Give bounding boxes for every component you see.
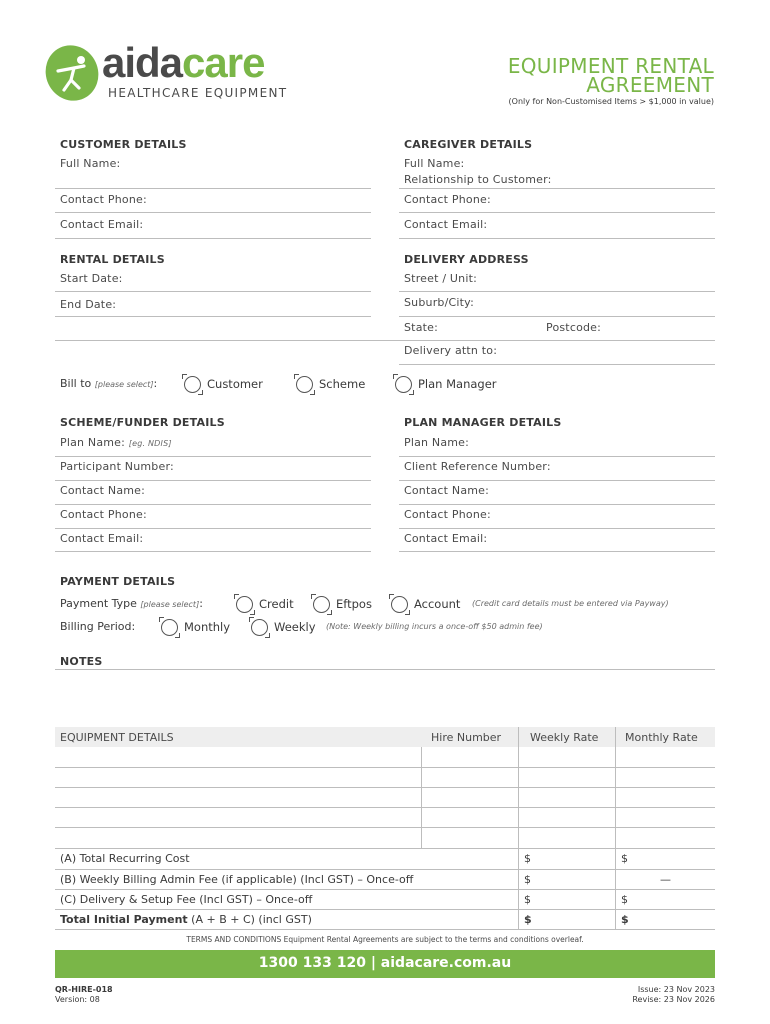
payment-type-label xyxy=(60,597,203,610)
bill-to-colon: : xyxy=(153,377,158,390)
total-monthly[interactable]: $ xyxy=(621,913,629,926)
billing-weekly-radio[interactable] xyxy=(251,619,268,636)
bill-to-plan-manager-label: Plan Manager xyxy=(418,377,497,391)
delivery-street-field[interactable]: Street / Unit: xyxy=(404,272,478,285)
brand-name-care: care xyxy=(182,39,265,86)
scheme-contact-phone-field[interactable]: Contact Phone: xyxy=(60,508,147,521)
scheme-plan-name-field[interactable] xyxy=(60,436,172,449)
caregiver-relationship-field[interactable]: Relationship to Customer: xyxy=(404,173,552,186)
brand-logo xyxy=(44,39,314,104)
cost-b-monthly: — xyxy=(660,873,671,886)
payment-credit-radio[interactable] xyxy=(236,596,253,613)
payment-account-radio[interactable] xyxy=(391,596,408,613)
brand-tagline: HEALTHCARE EQUIPMENT xyxy=(108,86,288,100)
customer-full-name-field[interactable]: Full Name: xyxy=(60,157,121,170)
payment-credit-label: Credit xyxy=(259,597,294,611)
delivery-state-field[interactable]: State: xyxy=(404,321,439,334)
billing-weekly-label: Weekly xyxy=(274,620,316,634)
scheme-contact-name-field[interactable]: Contact Name: xyxy=(60,484,146,497)
terms-text: TERMS AND CONDITIONS Equipment Rental Agreements are subject to the terms and conditions overleaf. xyxy=(186,935,584,944)
customer-contact-email-field[interactable]: Contact Email: xyxy=(60,218,144,231)
bill-to-hint: [please select] xyxy=(94,380,154,389)
weekly-rate-header: Weekly Rate xyxy=(530,731,599,744)
billing-monthly-label: Monthly xyxy=(184,620,231,634)
footer-contact-text: 1300 133 120 | aidacare.com.au xyxy=(258,955,512,971)
payment-eftpos-radio[interactable] xyxy=(313,596,330,613)
cost-c-monthly[interactable]: $ xyxy=(621,893,628,906)
document-code: QR-HIRE-018 xyxy=(55,985,113,994)
delivery-heading: DELIVERY ADDRESS xyxy=(404,253,529,266)
payment-type-hint: [please select] xyxy=(140,600,200,609)
equipment-row[interactable] xyxy=(55,828,715,847)
cost-a-monthly[interactable]: $ xyxy=(621,852,628,865)
cost-b-label: (B) Weekly Billing Admin Fee (if applicable) (Incl GST) – Once-off xyxy=(60,873,414,886)
bill-to-customer-label: Customer xyxy=(207,377,263,391)
customer-heading: CUSTOMER DETAILS xyxy=(60,138,187,151)
delivery-postcode-field[interactable]: Postcode: xyxy=(546,321,602,334)
delivery-suburb-field[interactable]: Suburb/City: xyxy=(404,296,474,309)
monthly-rate-header: Monthly Rate xyxy=(625,731,698,744)
equipment-row[interactable] xyxy=(55,748,715,767)
payment-heading: PAYMENT DETAILS xyxy=(60,575,176,588)
cost-b-weekly[interactable]: $ xyxy=(524,873,531,886)
bill-to-plan-manager-radio[interactable] xyxy=(395,376,412,393)
document-revise-date: Revise: 23 Nov 2026 xyxy=(632,995,715,1004)
payment-type-text: Payment Type xyxy=(60,597,137,610)
payment-type-colon: : xyxy=(199,597,203,610)
total-bold-text: Total Initial Payment xyxy=(60,913,188,926)
payment-type-note: (Credit card details must be entered via Payway) xyxy=(472,599,669,608)
bill-to-text: Bill to xyxy=(60,377,92,390)
total-weekly[interactable]: $ xyxy=(524,913,532,926)
plan-manager-plan-name-field[interactable]: Plan Name: xyxy=(404,436,470,449)
customer-contact-phone-field[interactable]: Contact Phone: xyxy=(60,193,147,206)
scheme-plan-name-hint: [eg. NDIS] xyxy=(128,439,172,448)
scheme-plan-name-label: Plan Name: xyxy=(60,436,126,449)
equipment-details-header: EQUIPMENT DETAILS xyxy=(60,731,174,744)
notes-area[interactable] xyxy=(55,670,715,722)
document-version: Version: 08 xyxy=(55,995,100,1004)
billing-period-label: Billing Period: xyxy=(60,620,136,633)
page-subtitle: (Only for Non-Customised Items > $1,000 in value) xyxy=(508,97,714,106)
caregiver-contact-email-field[interactable]: Contact Email: xyxy=(404,218,488,231)
scheme-heading: SCHEME/FUNDER DETAILS xyxy=(60,416,225,429)
bill-to-scheme-label: Scheme xyxy=(319,377,366,391)
bill-to-scheme-radio[interactable] xyxy=(296,376,313,393)
cost-a-label: (A) Total Recurring Cost xyxy=(60,852,190,865)
plan-manager-contact-email-field[interactable]: Contact Email: xyxy=(404,532,488,545)
cost-a-weekly[interactable]: $ xyxy=(524,852,531,865)
rental-end-date-field[interactable]: End Date: xyxy=(60,298,117,311)
scheme-participant-field[interactable]: Participant Number: xyxy=(60,460,174,473)
aidacare-figure-icon xyxy=(44,44,100,102)
cost-c-weekly[interactable]: $ xyxy=(524,893,531,906)
plan-manager-contact-phone-field[interactable]: Contact Phone: xyxy=(404,508,491,521)
bill-to-label xyxy=(60,377,157,390)
payment-account-label: Account xyxy=(414,597,461,611)
bill-to-customer-radio[interactable] xyxy=(184,376,201,393)
payment-eftpos-label: Eftpos xyxy=(336,597,372,611)
billing-monthly-radio[interactable] xyxy=(161,619,178,636)
plan-manager-heading: PLAN MANAGER DETAILS xyxy=(404,416,562,429)
caregiver-full-name-field[interactable]: Full Name: xyxy=(404,157,465,170)
caregiver-contact-phone-field[interactable]: Contact Phone: xyxy=(404,193,491,206)
page-title-line2: AGREEMENT xyxy=(586,73,714,97)
cost-c-label: (C) Delivery & Setup Fee (Incl GST) – Once-off xyxy=(60,893,313,906)
equipment-row[interactable] xyxy=(55,788,715,807)
delivery-attn-field[interactable]: Delivery attn to: xyxy=(404,344,498,357)
total-initial-payment-label xyxy=(60,913,312,926)
rental-heading: RENTAL DETAILS xyxy=(60,253,165,266)
total-rest-text: (A + B + C) (incl GST) xyxy=(187,913,312,926)
plan-manager-client-ref-field[interactable]: Client Reference Number: xyxy=(404,460,551,473)
hire-number-header: Hire Number xyxy=(431,731,502,744)
equipment-row[interactable] xyxy=(55,808,715,827)
scheme-contact-email-field[interactable]: Contact Email: xyxy=(60,532,144,545)
plan-manager-contact-name-field[interactable]: Contact Name: xyxy=(404,484,490,497)
page-title-line1: EQUIPMENT RENTAL xyxy=(507,54,714,78)
brand-name-aida: aida xyxy=(102,39,183,86)
billing-period-note: (Note: Weekly billing incurs a once-off $50 admin fee) xyxy=(326,622,543,631)
rental-start-date-field[interactable]: Start Date: xyxy=(60,272,123,285)
notes-heading: NOTES xyxy=(60,655,103,668)
caregiver-heading: CAREGIVER DETAILS xyxy=(404,138,533,151)
equipment-row[interactable] xyxy=(55,768,715,787)
document-issue-date: Issue: 23 Nov 2023 xyxy=(637,985,715,994)
